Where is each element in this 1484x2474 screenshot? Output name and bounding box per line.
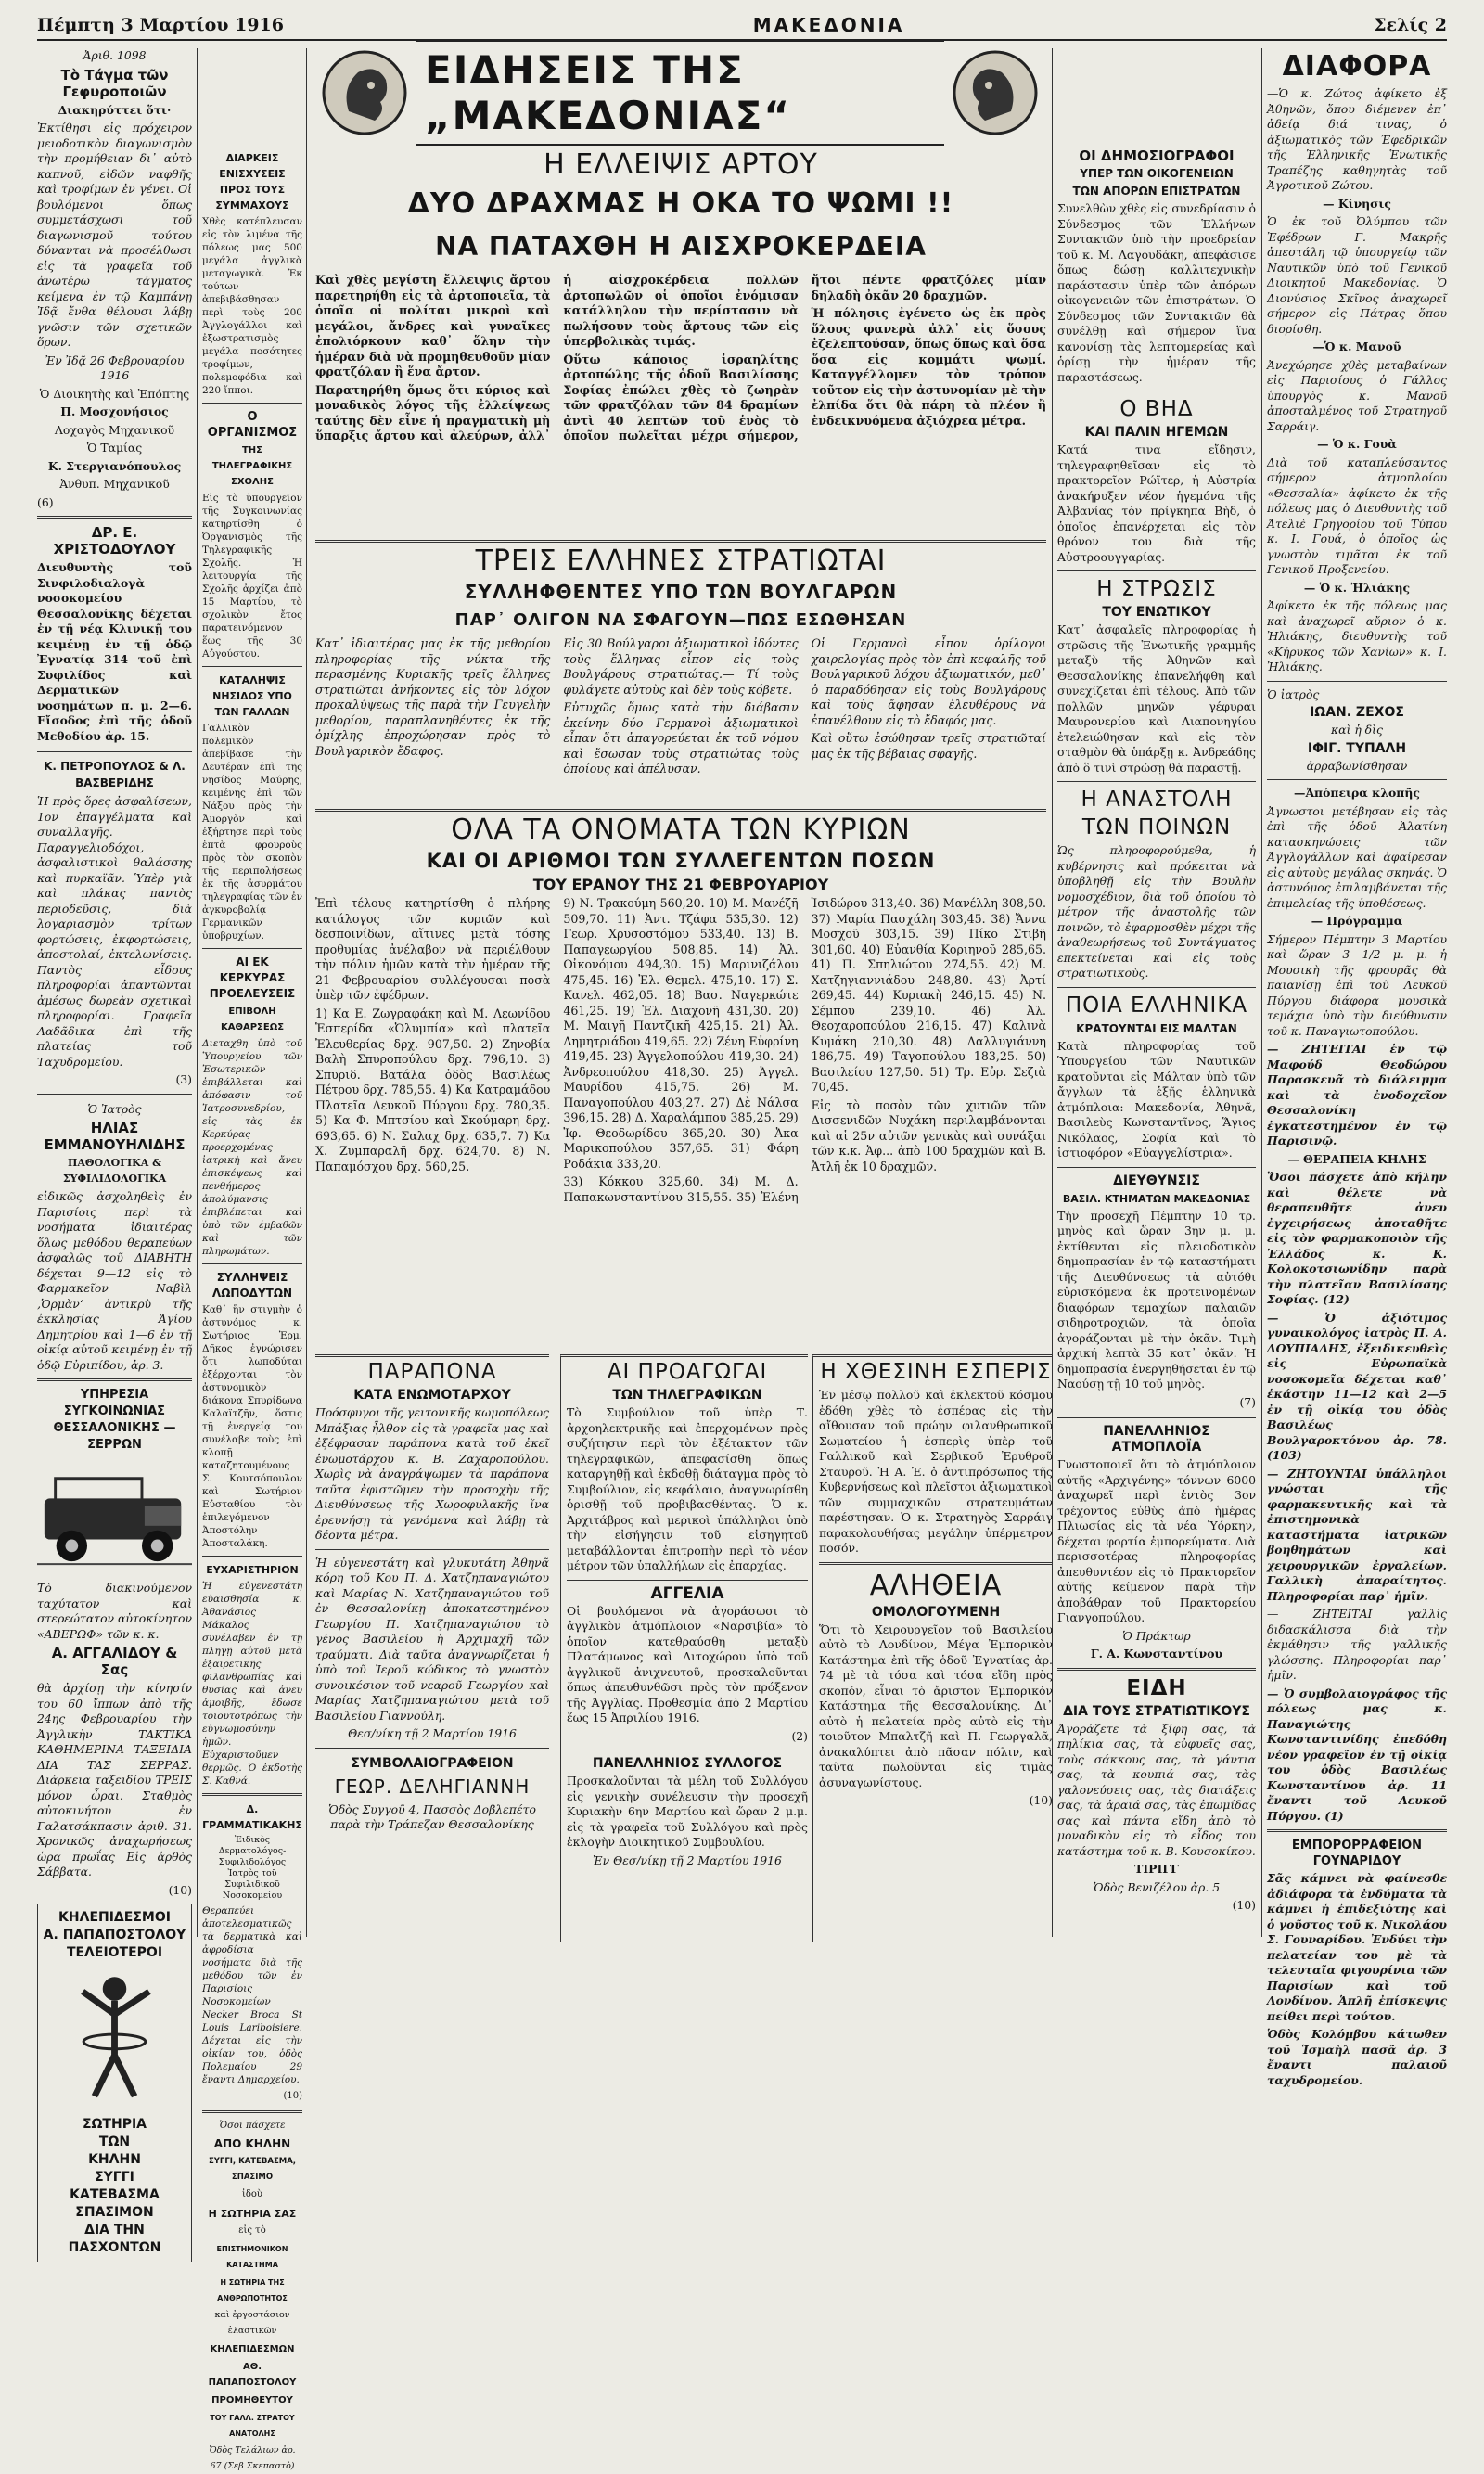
journalists-title: ΟΙ ΔΗΜΟΣΙΟΓΡΑΦΟΙ [1079, 147, 1235, 164]
evening-article [812, 1354, 1053, 1942]
truss2-line: καὶ ἐργοστάσιον ἐλαστικῶν [214, 2310, 290, 2336]
tailor-body: Σᾶς κάμνει νὰ φαίνεσθε ἀδιάφορα τὰ ἐνδύματα τὰ κάμνει ἡ ἐπιδεξιότης καὶ ὁ γοῦστος τοῦ κ. Νικολάου Σ. Γουναρίδου. Ἐνδύει τὴν πελατείαν του μὲ τὰ τελευταῖα φιγουρίνια τῶν Παρισίων καὶ τοῦ Λονδίνου. Ἁπλῆ ἐπίσκεψις πείθει περὶ τούτου. [1267, 1871, 1447, 2023]
divider [1057, 570, 1256, 571]
directorate-number: (7) [1239, 1394, 1256, 1409]
ships-body: Κατὰ πληροφορίας τοῦ Ὑπουργείου τῶν Ναυτικῶν κρατοῦνται εἰς Μάλταν ὑπὸ τῶν ἄγγλων τὰ ἑξῆς ἑλληνικὰ ἀτμόπλοια: Μακεδονία, Ἀθηνᾶ, Βασιλεὺς Κωνσταντῖνος, Ἅγιος Νικόλαος, Σοφία καὶ τὸ ἱστιοφόρον «Εὐαγγελίστρια». [1057, 1038, 1256, 1160]
soldiers-subtitle-2: ΠΑΡ᾽ ΟΛΙΓΟΝ ΝΑ ΣΦΑΓΟΥΝ—ΠΩΣ ΕΣΩΘΗΣΑΝ [454, 610, 907, 630]
shipping-body: Γνωστοποιεῖ ὅτι τὸ ἀτμόπλοιον αὐτῆς «Ἀρχιγένης» τόννων 6000 ἀναχωρεῖ περὶ ἐντὸς 3ον τρέχοντος εὐθὺς ἀπὸ ἡμέρας Πλιωσίας εἰς τὰ νέα Ὑόρκην, δέχεται φορτία ἐμπορεύματα. Διὰ περισσοτέρας πληροφορίας ἀπευθυντέον εἰς τὸ Πρακτορεῖον αὐτῆς κείμενον παρὰ τὴν ἀποβάθραν τοῦ Πρακτορείου Γιανγοπούλου. [1057, 1457, 1256, 1624]
ships-title: ΠΟΙΑ ΕΛΛΗΝΙΚΑ [1065, 993, 1248, 1018]
ad-subtitle: Διακηρύττει ὅτι· [58, 102, 172, 117]
military-goods-name: ΤΙΡΙΓΓ [1134, 1862, 1179, 1876]
personal-date: Θεσ/νίκη τῇ 2 Μαρτίου 1916 [348, 1726, 517, 1740]
complaints-title: ΠΑΡΑΠΟΝΑ [367, 1360, 497, 1384]
organism-subtitle: ΤΗΣ ΤΗΛΕΓΡΑΦΙΚΗΣ ΣΧΟΛΗΣ [211, 445, 293, 487]
directorate-body: Τὴν προσεχῆ Πέμπτην 10 τρ. μηνὸς καὶ ὥραν 3ην μ. μ. ἐκτίθενται εἰς πλειοδοτικὸν δημοπρασίαν ἐν τῷ καταστήματι τῆς Διευθύνσεως τὰ αὐτόθι εὑρισκόμενα ἐκ προτεινομένων διαφόρων τεμαχίων παλαιῶν σιδηροτροχιῶν, τὰ ὁποῖα ἀγοράζονται μὲ τὴν ὀκᾶν. Τιμὴ ἀρχική λεπτὰ 35 κατ᾽ ὀκᾶν. Ἡ δημοπρασία ἐνεργηθήσεται ἐν τῷ Ναούσῃ τῇ 10 τοῦ μηνὸς. [1057, 1208, 1256, 1391]
engagement-name: ΙΩΑΝ. ΖΕΧΟΣ [1310, 705, 1404, 720]
truss2-line: ΑΠΟ ΚΗΛΗΝ [213, 2137, 291, 2150]
bread-article [315, 147, 1046, 536]
ad-signature-name: Π. Μοσχονήσιος [60, 404, 169, 418]
divider [202, 2110, 302, 2113]
journalists-subtitle-2: ΤΩΝ ΑΠΟΡΩΝ ΕΠΙΣΤΡΑΤΩΝ [1072, 185, 1241, 198]
insurance-ad-number: (3) [175, 1072, 192, 1086]
ad-date: Ἐν Ἰδᾷ 26 Φεβρουαρίου 1916 [45, 353, 185, 382]
shipping-name: Γ. Α. Κωνσταντίνου [1090, 1647, 1223, 1660]
misc-item-2: Σήμερον Πέμπτην 3 Μαρτίου καὶ ὥραν 3 1/2 μ. μ. ἡ Μουσικὴ τῆς φρουρᾶς θὰ παιανίσῃ ἐπὶ τοῦ Λευκοῦ Πύργου διάφορα μουσικὰ τεμάχια ὑπὸ τὴν διεύθυνσιν τοῦ κ. Παναγιωτοπούλου. [1267, 931, 1447, 1038]
truth-title: ΑΛΗΘΕΙΑ [869, 1569, 1003, 1602]
engagement-tail: ἀρραβωνίσθησαν [1306, 758, 1408, 773]
truss2-line: Η ΣΩΤΗΡΙΑ ΣΑΣ [208, 2207, 297, 2220]
divider [37, 1094, 192, 1096]
doctor2-name: ΗΛΙΑΣ ΕΜΜΑΝΟΥΗΛΙΔΗΣ [44, 1120, 186, 1153]
dermatologist-name: Δ. ΓΡΑΜΜΑΤΙΚΑΚΗΣ [202, 1803, 302, 1831]
doctor2-body: εἰδικῶς ἀσχοληθεὶς ἐν Παρισίοις περὶ τὰ νοσήματα ἰδιαιτέρας ὅλως μεθόδου θεραπεύων ἀσφαλῶς τοῦ ΔΙΑΒΗΤΗ δέχεται 9—12 εἰς τὸ Φαρμακεῖον Ναβὶλ ‚Ὁρμὰν‘ ἀντικρὺ τῆς ἐκκλησίας Ἁγίου Δημητρίου καὶ 1—6 ἐν τῇ οἰκίᾳ αὐτοῦ κειμένῃ ἐν τῇ ὁδῷ Εὐριπίδου, ἀρ. 3. [37, 1189, 192, 1372]
section-banner-title: ΕΙΔΗΣΕΙΣ ΤΗΣ „ΜΑΚΕΔΟΝΙΑΣ“ [416, 40, 944, 146]
tailor-address: Ὁδὸς Κολόμβου κάτωθεν τοῦ Ἱσμαὴλ πασᾶ ἀρ. 3 ἔναντι παλαιοῦ ταχυδρομείου. [1267, 2027, 1447, 2087]
truss2-line: ἰδοὺ [241, 2189, 263, 2199]
doctor-ad-title: ΔΡ. Ε. ΧΡΙΣΤΟΔΟΥΛΟΥ [53, 524, 176, 558]
ad-ref-number: (6) [37, 494, 54, 509]
misc-item-2: — ΖΗΤΟΥΝΤΑΙ ὑπάλληλοι γνώσται τῆς φαρμακευτικῆς καὶ τὰ ἐπιστημονικὰ καταστήματα ἰατρικῶν βοηθημάτων καὶ χειρουργικῶν ἐργαλείων. Γαλλικὴ ἀπαραίτητος. Πληροφορίαι παρ᾽ ἡμῖν. [1267, 1466, 1447, 1603]
divider [202, 403, 302, 404]
donations-subtitle-1: ΚΑΙ ΟΙ ΑΡΙΘΜΟΙ ΤΩΝ ΣΥΛΛΕΓΕΝΤΩΝ ΠΟΣΩΝ [426, 850, 936, 872]
complaints-article [315, 1354, 549, 1942]
misc-item: — Ὁ κ. Ἠλιάκης [1303, 580, 1411, 595]
thanks-body: Ἡ εὐγενεστάτη εὐαισθησία κ. Ἀθανάσιος Μάκαλος συνέλαβεν ἐν τῇ πληγῇ αὐτοῦ μετὰ ἐξαιρετικῆς φιλανθρωπίας καὶ θυσίας καὶ ἀνευ ἀμοιβῆς, ἔδωσε τοιουτοτρόπως τὴν εὐγνωμοσύνην ἡμῶν. Εὐχαριστοῦμεν θερμῶς. Ὁ ἐκδοτὴς Σ. Καθνά. [202, 1581, 302, 1787]
truss-ad-line: ΚΑΤΕΒΑΣΜΑ [70, 2187, 160, 2202]
truss2-line: Η ΣΩΤΗΡΙΑ ΤΗΣ ΑΝΘΡΩΠΟΤΗΤΟΣ [217, 2278, 288, 2302]
divider [37, 516, 192, 519]
divider [567, 1580, 808, 1581]
column-6 [1057, 147, 1256, 1942]
misc-item-2: — Πρόγραμμα [1311, 914, 1403, 928]
column-7 [1267, 48, 1447, 2087]
notary-name: ΓΕΩΡ. ΔΕΛΗΓΙΑΝΝΗ [334, 1775, 531, 1798]
column-rule [1261, 48, 1262, 1937]
misc-item: Ὁ ἐκ τοῦ Ὀλύμπου τῶν Ἐφέδρων Γ. Μακρῆς ἀπεστάλη τῷ ὑπουργείῳ τῶν Ναυτικῶν ὑπὸ τοῦ Γενικοῦ Διοικητοῦ Μακεδονίας. Ὁ Διονύσιος Σκῖνος ἀναχωρεῖ σήμερον εἰς Πάτρας ὅπου διορίσθη. [1267, 214, 1447, 336]
personal-body: Ἡ εὐγενεστάτη καὶ γλυκυτάτη Ἀθηνᾶ κόρη τοῦ Κου Π. Δ. Χατζηπαναγιώτου καὶ Μαρίας Ν. Χατζηπαναγιώτου τοῦ ἐν Θεσσαλονίκῃ ἀποκατεστημένου Γεωργίου Π. Χατζηπαναγιώτου τὸ γένος Βασιλείου ἡ Ἀρχιμαχῆ τῶν τραύματι. Διὰ ταῦτα ἀναγνωρίζεται ἡ ὑπὸ τοῦ Ἱεροῦ κώδικος τὸ γνωστὸν συνοικέσιον τοῦ νεαροῦ Γεωργίου καὶ Μαρίας Χατζηπαναγιώτου μετὰ τοῦ Βασιλείου Γιαννούλη. [315, 1555, 549, 1723]
divider [37, 1378, 192, 1381]
divider [202, 1556, 302, 1557]
bread-paragraph: Παρατηρήθη ὅμως ὅτι κύριος καὶ μοναδικὸς λόγος τῆς ἐλλείψεως ταύτης δὲν εἶνε ἡ πραγματικὴ μὴ ὕπαρξις ἄρτου καὶ ἀλεύρων, ἀλλ᾽ ἡ αἰσχροκέρδεια πολλῶν ἀρτοπωλῶν οἱ ὁποῖοι ἐνόμισαν κατάλληλον τὴν περίστασιν νὰ πωλήσουν τοὺς ἄρτους τῶν εἰς ὑπερβολικὰς τιμάς. [315, 273, 799, 442]
divider [202, 1263, 302, 1264]
wied-subtitle: ΚΑΙ ΠΑΛΙΝ ΗΓΕΜΩΝ [1084, 425, 1229, 440]
reinforcements-title: ΔΙΑΡΚΕΙΣ ΕΝΙΣΧΥΣΕΙΣ ΠΡΟΣ ΤΟΥΣ ΣΥΜΜΑΧΟΥΣ [215, 152, 289, 212]
soldiers-paragraph: Εἰς 30 Βούλγαροι ἀξιωματικοὶ ἰδόντες τοὺς ἕλληνας εἶπον εἰς τοὺς Βουλγάρους στρατιώτας.— Τί τοὺς φυλάγετε αὐτοὺς καὶ δὲν τοὺς κόβετε. [563, 636, 799, 697]
organism-title: Ο ΟΡΓΑΝΙΣΜΟΣ [207, 410, 298, 440]
divider [819, 1562, 1053, 1565]
truth-subtitle: ΟΜΟΛΟΓΟΥΜΕΝΗ [871, 1604, 1001, 1620]
bus-caption: Τὸ διακινούμενον ταχύτατον καὶ στερεώτατον αὐτοκίνητον «ΑΒΕΡΩΦ» τῶν κ. κ. [37, 1581, 193, 1641]
truth-number: (10) [1029, 1793, 1053, 1807]
bread-title: Η ΕΛΛΕΙΨΙΣ ΑΡΤΟΥ [544, 148, 818, 181]
promotions-article [560, 1354, 808, 1942]
donations-subtitle-2: ΤΟΥ ΕΡΑΝΟΥ ΤΗΣ 21 ΦΕΒΡΟΥΑΡΙΟΥ [532, 876, 829, 893]
truss2-line: Ὁσοι πάσχετε [219, 2120, 286, 2131]
donations-paragraph: Εἰς τὸ ποσὸν τῶν χυτιῶν τῶν Δισσενιδῶν Νυχάκη περιλαμβάνονται καὶ αἱ 25ν αὐτῶν γενικὰς καὶ συνάξαι τῶν κ.κ. Ἀφ... ἀπὸ 100 δραχμῶν καὶ Β. Ἀτλῆ ἐκ 10 δραχμῶν. [811, 1097, 1046, 1173]
misc-item: Διὰ τοῦ καταπλεύσαντος σήμερον ἀτμοπλοίου «Θεσσαλία» ἀφίκετο ἐκ τῆς πόλεως μας ὁ Διευθυντὴς τοῦ Ἀτελιὲ Γρηγορίου τοῦ Τύπου κ. Ι. Γουά, ὁ ὁποῖος ὡς γνωστὸν τιμᾶται ἐκ τοῦ Γενικοῦ Προξενείου. [1267, 455, 1447, 576]
rail-title: Η ΣΤΡΩΣΙΣ [1096, 577, 1217, 601]
bus-number: (10) [168, 1882, 192, 1897]
donations-paragraph: 33) Κόκκου 325,60. 34) Μ. Δ. Παπακωνσταντίνου 315,55. 35) Ἑλένη Ἰσιδώρου 313,40. 36) Μανέλλη 308,50. 37) Μαρία Πασχάλη 303,45. 38) Ἄννα Μοσχοῦ 303,15. 39) Πίκο Στιβῆ 301,60. 40) Εὐανθία Κοριηνοῦ 285,65. 41) Π. Σπηλιώτου 274,55. 42) Μ. Χατζηγιαννιάδου 248,80. 43) Ἀρτί 269,45. 44) Κυριακὴ 246,15. 45) Ν. Σέμπου 239,10. 46) Ἀλ. Θεοχαροπούλου 216,15. 47) Καλινὰ Κυμάκη 210,30. 48) Λαλλυγιάννη 186,75. 49) Ταγοπούλου 183,25. 50) Βασιλείου 127,50. 51) Τρ. Εὐρ. Σεζιὰ 70,45. [563, 896, 1046, 1204]
misc-item: —Ὁ κ. Ζώτος ἀφίκετο ἐξ Ἀθηνῶν, ὅπου διέμενεν ἐπ᾽ ἀδείᾳ διά τινας, ὁ ἀξιωματικὸς τῶν Ἐφεδρικῶν τῆς Ἑλληνικῆς Ἑνωτικῆς Τραπέζης καθηγητὰς τοῦ Ἀγροτικοῦ Ζώτου. [1267, 86, 1447, 192]
divider [37, 750, 192, 752]
ships-subtitle: ΚΡΑΤΟΥΝΤΑΙ ΕΙΣ ΜΑΛΤΑΝ [1076, 1021, 1237, 1035]
soldiers-paragraph: Εὐτυχῶς ὅμως κατὰ τὴν διάβασιν ἐκείνην δύο Γερμανοὶ ἀξιωματικοὶ εἶπαν ὅτι ἀπαγορεύεται ἐκ τοῦ νόμου καὶ ἔσωσαν τοὺς στρατιώτας τοὺς ὁποίους καὶ ἀπέλυσαν. [563, 700, 799, 776]
divider [1267, 1829, 1447, 1832]
misc-item: — Ὁ κ. Γουὰ [1317, 437, 1397, 451]
truss-ad-line: ΚΗΛΗΝ [88, 2152, 141, 2167]
suspension-subtitle: ΤΩΝ ΠΟΙΝΩΝ [1081, 815, 1232, 840]
ad-signature-role: Ὁ Ταμίας [86, 441, 143, 455]
complaints-subtitle: ΚΑΤΑ ΕΝΩΜΟΤΑΡΧΟΥ [353, 1388, 511, 1403]
pickpockets-body: Καθ᾽ ἣν στιγμὴν ὁ ἀστυνόμος κ. Σωτήριος Ἑρμ. Δῆκος ἐγνώρισεν ὅτι λωποδύται ἐξέρχονται τὸν ἀστυνομικὸν διάκονα Σπυρίδωνα Καλαϊτζῆν, ὅστις τῇ ἐνεργείᾳ του συνέλαβε τοὺς ἐπὶ κλοπῇ καταζητουμένους Σ. Κουτσόπουλον καὶ Σωτήριον Εὐσταθίου τὸν ἐπιλεγόμενον Ἀποστόλην Ἀποσταλάκη. [202, 1304, 302, 1549]
bread-paragraph: Οὕτω κάποιος ἰσραηλίτης ἀρτοπώλης τῆς ὁδοῦ Βασιλίσσης Σοφίας ἐπώλει χθὲς τὸ ζωηρὰν τῶν φρατζόλαν τῶν 84 δραμίων ἀντὶ 40 λεπτῶν τοῦ ἑνὸς τὸ ὁποῖον πωλεῖται μέχρι σήμερον, ἤτοι πέντε φρατζόλες μίαν δηλαδὴ ὀκᾶν 20 δραχμῶν. [563, 273, 1046, 442]
soldiers-subtitle-1: ΣΥΛΛΗΦΘΕΝΤΕΣ ΥΠΟ ΤΩΝ ΒΟΥΛΓΑΡΩΝ [464, 581, 898, 603]
pickpockets-title: ΣΥΛΛΗΨΕΙΣ ΛΩΠΟΔΥΤΩΝ [211, 1271, 293, 1300]
notary-address: Ὁδὸς Συγγοῦ 4, Πασσὸς Δοβλεπέτο παρὰ τὴν Τράπεζαν Θεσσαλονίκης [328, 1801, 536, 1831]
soldiers-title: ΤΡΕΙΣ ΕΛΛΗΝΕΣ ΣΤΡΑΤΙΩΤΑΙ [475, 545, 887, 577]
truss2-line: ΤΟΥ ΓΑΛΛ. ΣΤΡΑΤΟΥ ΑΝΑΤΟΛΗΣ [210, 2414, 295, 2438]
divider [202, 948, 302, 949]
association-body: Προσκαλοῦνται τὰ μέλη τοῦ Συλλόγου εἰς γενικὴν συνέλευσιν τὴν προσεχῆ Κυριακὴν 6ην Μαρτίου καὶ ὥραν 2 μ.μ. εἰς τὰ γραφεῖα τοῦ Συλλόγου καὶ πρὸς ἐκλογὴν Διοικητικοῦ Συμβουλίου. [567, 1774, 808, 1849]
military-goods-address: Ὁδὸς Βενιζέλου ἀρ. 5 [1093, 1879, 1221, 1894]
doctor-ad-body: Διευθυντὴς τοῦ Σινφιλοδιαλογὰ νοσοκομείου Θεσσαλονίκης δέχεται ἐν τῇ νέᾳ Κλινικῇ του κειμένῃ ἐν τῇ ὁδῷ Ἐγνατίᾳ 314 τοῦ ἐπὶ Συφιλίδος καὶ Δερματικῶν νοσημάτων π. μ. 2—6. Εἴσοδος ἐπὶ τῆς ὁδοῦ Μεθοδίου ἀρ. 15. [37, 560, 192, 743]
masthead-paper-name: ΜΑΚΕΔΟΝΙΑ [752, 14, 905, 36]
journalists-subtitle-1: ΥΠΕΡ ΤΩΝ ΟΙΚΟΓΕΝΕΙΩΝ [1080, 167, 1234, 180]
divider [1057, 987, 1256, 988]
suspension-body: Ὡς πληροφορούμεθα, ἡ κυβέρνησις καὶ πρόκειται νὰ ὑποβληθῇ εἰς τὴν Βουλὴν νομοσχέδιον, διὰ τοῦ ὁποίου τὸ μέτρον τῆς ἀναστολῆς τῶν ποινῶν, τὸ ἐφαρμοσθὲν μέχρι τῆς ἀναθεωρήσεως τοῦ Συντάγματος επεκτείνεται καὶ εἰς τοὺς στρατιωτικοὺς. [1057, 843, 1256, 980]
islet-body: Γαλλικὸν πολεμικὸν ἀπεβίβασε τὴν Δευτέραν ἐπὶ τῆς νησίδος Μαύρης, κειμένης ἐπὶ τῶν Νάξου πρὸς τὴν Ἀμοργὸν καὶ ἐξήρτησε περὶ τοὺς ἑπτὰ φρουροὺς πρὸς τὸν σκοπὸν τῆς περιπολήσεως ἐκ τῆς ἀσυρμάτου τηλεγραφίας τῶν ἐν ἀγκυροβολίᾳ Γερμανικῶν ὑποβρυχίων. [202, 723, 302, 942]
truth-body: Ὅτι τὸ Χειρουργεῖον τοῦ Βασιλείου αὐτὸ τὸ Λονδίνον, Μέγα Ἐμπορικὸν Κατάστημα ἐπὶ τῆς ὁδοῦ Ἐγνατίας ἀρ. 74 μὲ τὰ τόσα καὶ τόσα εἴδη πρὸς σκοπόν, εἶναι τὸ ἄριστον Ἐμπορικὸν Κατάστημα τῆς Θεσσαλονίκης. Δι᾽ αὐτὸ ἡ πελατεία πρὸς αὐτὸ εἰς τὴν τοιοῦτον Μπαλτζῆ καὶ Π. Γεωργαλᾶ, ἀνακαλύπτει ἀπὸ πᾶσαν πόλιν, καὶ ταῦτα πωλοῦνται εἰς τιμὰς ἀσυναγωνίστους. [819, 1622, 1053, 1789]
truss-ad-line: ΔΙΑ ΤΗΝ [84, 2223, 145, 2237]
divider [202, 1793, 302, 1796]
masthead-date: Πέμπτη 3 Μαρτίου 1916 [37, 15, 284, 35]
shipping-sign: Ὁ Πράκτωρ [1122, 1628, 1191, 1643]
suspension-title: Η ΑΝΑΣΤΟΛΗ [1081, 788, 1233, 812]
truss-ad-line: ΣΠΑΣΙΜΟΝ [75, 2205, 154, 2220]
misc-item: — Κίνησις [1323, 196, 1391, 211]
soldiers-body [315, 636, 1046, 777]
misc-item-2: Ὅσοι πάσχετε ἀπὸ κήλην καὶ θέλετε νὰ θεραπευθῆτε ἀνευ ἐγχειρήσεως ἀποταθῆτε εἰς τὸν φαρμακοποιὸν τῆς Ἐλλάδος κ. Κ. Κολοκοτσιωνίδην παρὰ τὴν πλατεῖαν Βασιλίσσης Σοφίας. (12) [1267, 1170, 1447, 1306]
divider [1267, 681, 1447, 682]
engagement-name-2: ΙΦΙΓ. ΤΥΠΑΛΗ [1307, 740, 1407, 756]
reinforcements-body: Χθὲς κατέπλευσαν εἰς τὸν λιμένα τῆς πόλεως μας 500 μεγάλα ἀγγλικὰ μεταγωγικὰ. Ἐκ τούτων ἀπεβιβάσθησαν περὶ τοὺς 200 Ἀγγλογάλλοι καὶ ἐξωστρατισμὸς μεγάλα ποσότητες τροφίμων, πολεμοφόδια καὶ 220 ἵπποι. [202, 216, 302, 396]
ad-signature-rank: Λοχαγὸς Μηχανικοῦ [54, 422, 175, 437]
engagement-pre: Ὁ ἰατρὸς [1267, 686, 1320, 701]
dermatologist-sub: Ἐιδικὸς Δερματολόγος-Συφιλιδολόγος Ἰατρὸς τοῦ Συφιλιδικοῦ Νοσοκομείου [218, 1835, 287, 1901]
divider [1057, 1167, 1256, 1168]
truss2-line: εἰς τὸ [238, 2224, 266, 2236]
dermatologist-body: Θεραπεύει ἀποτελεσματικῶς τὰ δερματικὰ καὶ ἀφροδίσια νοσήματα διὰ τῆς μεθόδου τῶν ἐν Παρισίοις Νοσοκομείων Necker Broca St Louis Lariboisiere. Δέχεται εἰς τὴν οἰκίαν του, ὁδὸς Πολεμαίου 29 ἔναντι Δημαρχείου. [202, 1905, 302, 2085]
truss2-line: ΚΗΛΕΠΙΔΕΣΜΩΝ [210, 2344, 295, 2354]
donations-paragraph: 9) Ν. Τρακούμη 560,20. 10) Μ. Μανέζῆ 509,70. 11) Ἀντ. Τζάφα 535,30. 12) Γεωρ. Χρυσοστόμου 533,40. 13) Β. Παπαγεωργίου 508,85. 14) Ἀλ. Οἰκονόμου 494,30. 15) Μαρινιζάλου 475,45. 16) Ἐλ. Θεμελ. 475,10. 17) Σ. Κανελ. 462,05. 18) Βασ. Ναγερκώτε 461,25. 19) Ἑλ. Διαχονῆ 431,30. 20) Μ. Μαιγῆ Παντζικῆ 425,15. 21) Ἀλ. Δημητριάδου 419,65. 22) Ζένη Εὐφρίνη 419,45. 23) Ἀγγελοπούλου 419,30. 24) Ἀνδρεοπούλου 418,30. 25) Ἀγγελ. Μαυρίδου 415,75. 26) Μ. Παναγοπούλου 403,27. 27) Δὲ Νάλσα 396,15. 28) Δ. Χαραλάμπου 385,25. 29) Ἰφ. Θεοδωρίδου 365,20. 30) Ἀκα Μαρικοπούλου 357,65. 31) Φάρη Ροδάκια 333,20. [563, 896, 799, 1171]
donations-article [315, 809, 1046, 1352]
rail-body: Κατ᾽ ἀσφαλεῖς πληροφορίας ἡ στρῶσις τῆς Ἑνωτικῆς γραμμῆς μεταξὺ τῆς Ἀθηνῶν καὶ Θεσσαλονίκης ἐπανελήφθη καὶ συνεχίζεται ἐπὶ τέλους. Ἀπὸ τῶν πολλῶν μηνῶν γέφυραι Μαυρονερίου καὶ Λιαπονηγίου ἐτελειώθησαν καὶ εἰς τὸν σταθμὸν θὰ ὑπάρξῃ κ. Ἀνδρεάδης ἀπὸ ὃ τινὶ στρώσῃ θὰ παραστῇ. [1057, 622, 1256, 775]
organism-body: Εἰς τὸ ὑπουργεῖον τῆς Συγκοινωνίας κατηρτίσθη ὁ Ὀργανισμὸς τῆς Τηλεγραφικῆς Σχολῆς. Ἡ λειτουργία τῆς Σχολῆς ἀρχίζει ἀπὸ 15 Μαρτίου, τὸ σχολικὸν ἔτος παρατεινόμενον ἕως τῆς 30 Αὐγούστου. [202, 493, 302, 660]
soldiers-article [315, 540, 1046, 807]
ad-body: Ἐκτίθησι εἰς πρόχειρον μειοδοτικὸν διαγωνισμὸν τὴν προμήθειαν δι᾽ αὐτὸ καπνοῦ, εἰδῶν ναφθῆς καὶ τροφίμων ἐν γένει. Οἱ βουλόμενοι ὅπως συμμετάσχωσι τοῦ διαγωνισμοῦ τούτου δύνανται νὰ προσέλθωσι εἰς τὰ γραφεῖα τοῦ ἀνωτέρω τάγματος κείμενα ἐν τῷ Καμπάνῃ Ἰδᾷ ἔνθα θέλουσι λάβῃ γνῶσιν τῶν σχετικῶν ὅρων. [37, 121, 192, 349]
rail-subtitle: ΤΟΥ ΕΝΩΤΙΚΟΥ [1102, 605, 1211, 620]
miscellaneous-title: ΔΙΑΦΟΡΑ [1267, 51, 1447, 83]
truss-ad-line: ΣΩΤΗΡΙΑ [82, 2117, 147, 2132]
truss-ad-line: ΤΩΝ [98, 2134, 131, 2149]
truss2-line: ΠΡΟΜΗΘΕΥΤΟΥ [211, 2395, 293, 2405]
truss-ad-line: ΠΑΣΧΟΝΤΩΝ [68, 2240, 161, 2255]
soldiers-paragraph: Οἱ Γερμανοὶ εἶπον ὁρίλογοι χαιρελογίας πρὸς τὸν ἐπὶ κεφαλῆς τοῦ Βουλγαρικοῦ λόχου ἀξιωματικόν, μεθ᾽ ὁ παραδόθησαν εἰς τοὺς Βουλγάρους καὶ τοὺς ἄφησαν ἐλευθέρους νὰ ἐπανέλθουν εἰς τὸ ἔδαφός μας. [811, 636, 1046, 727]
masthead [37, 11, 1447, 41]
soldiers-paragraph: Καὶ οὕτω ἐσώθησαν τρεῖς στρατιῶταί μας ἐκ τῆς βέβαιας σφαγῆς. [811, 731, 1046, 761]
donations-paragraph: 1) Κα Ε. Ζωγραφάκη καὶ Μ. Λεωνίδου Ἑσπερίδα «Ὀλυμπία» καὶ πλατεῖα Ἐλευθερίας δρχ. 907,50. 2) Ζηνοβία Βαλὴ Σπυροπούλου δρχ. 796,10. 3) Σπυριδ. Βατάλα ὁδὸς Βασιλέως Πέτρου δρχ. 785,55. 4) Κα Κατραμάδου Πλατεῖα Λευκοῦ Πύργου δρχ. 780,35. 5) Κα Φ. Μπτσίου καὶ Σκούμαρη δρχ. 693,65. 6) Ν. Σαλαχ δρχ. 635,7. 7) Κα Χ. Ζυμπαραλῆ δρχ. 624,70. 8) Ν. Παπαμόσχου δρχ. 560,25. [315, 1006, 551, 1173]
bread-paragraph: Καὶ χθὲς μεγίστη ἔλλειψις ἄρτου παρετηρήθη εἰς τὰ ἀρτοποιεῖα, τὰ ὁποῖα οἱ πολίται μικροὶ καὶ μεγάλοι, ἄνδρες καὶ γυναῖκες ἐπολιόρκουν καθ᾽ ὅλην τὴν ἡμέραν διὰ νὰ προμηθευθοῦν μίαν φρατζόλαν ἢ ἕνα ἄρτον. [315, 273, 551, 378]
insurance-ad-body: Ἡ πρὸς ὅρες ἀσφαλίσεων, 1ον ἐπαγγέλματα καὶ συναλλαγῆς. Παραγγελιοδόχοι, ἀσφαλιστικοὶ θαλάσσης καὶ πυρκαϊᾶν. Ὑπὲρ γιὰ καὶ πλάκας παντὸς περιοδεῦσις, διὰ λογαριασμὸν τρίτων φορτώσεις, ἐκφορτώσεις, ἀποστολαί, ἐκτελωνίσεις. Παντὸς εἶδους πληροφορίαι ἀπαντῶνται ἀμέσως δωρεὰν σχετικαὶ πληροφορίαι. Γραφεῖα Λαδᾶδικα ἐπὶ τῆς πλατείας τοῦ Ταχυδρομείου. [37, 794, 192, 1069]
misc-item: Ἀνεχώρησε χθὲς μεταβαίνων εἰς Παρισίους ὁ Γάλλος ὑπουργὸς κ. Μανοῦ ἀποσταλμένος τοῦ Στρατηγοῦ Σαρράιγ. [1267, 357, 1447, 433]
section-banner [313, 46, 1046, 139]
column-2-real [202, 148, 302, 2471]
automobile-illustration [37, 1456, 192, 1577]
military-goods-body: Ἀγοράζετε τὰ ξίφη σας, τὰ πηλίκια σας, τὰ εὐφυεῖς σας, τοὺς σάκκους σας, τὰ γάντια σας, τὰ κουπιά σας, τὰς γαλονεύσεις σας, τὰς διατάξεις σας, τὰ ἀραιά σας, τὰς ἐπωμίδας σας καὶ πάντα εἴδη ἀπὸ τὸ μοναδικὸν εἰς τὸ εἶδος του κατάστημα τοῦ κ. Β. Κουσοκίκου. [1057, 1721, 1256, 1858]
tailor-title: ΕΜΠΟΡΟΡΡΑΦΕΙΟΝ ΓΟΥΝΑΡΙΔΟΥ [1291, 1839, 1423, 1868]
truss2-line: ΕΠΙΣΤΗΜΟΝΙΚΟΝ ΚΑΤΑΣΤΗΜΑ [216, 2245, 288, 2269]
divider [315, 1748, 549, 1750]
doctor2-specialty: ΠΑΘΟΛΟΓΙΚΑ & ΣΥΦΙΛΙΔΟΛΟΓΙΚΑ [62, 1157, 167, 1185]
ad-number: Ἀριθ. 1098 [83, 48, 147, 62]
divider [315, 1549, 549, 1550]
misc-item-2: —Ἀπόπειρα κλοπῆς [1294, 786, 1420, 800]
announcement-number: (2) [791, 1728, 808, 1743]
divider [1057, 1668, 1256, 1671]
directorate-subtitle: ΒΑΣΙΛ. ΚΤΗΜΑΤΩΝ ΜΑΚΕΔΟΝΙΑΣ [1062, 1192, 1251, 1205]
association-title: ΠΑΝΕΛΛΗΝΙΟΣ ΣΥΛΛΟΓΟΣ [592, 1756, 783, 1771]
ad-title: Τὸ Τάγμα τῶν Γεφυροποιῶν [60, 66, 169, 100]
truss-ad-line: ΣΥΓΓΙ [95, 2170, 134, 2185]
military-goods-subtitle: ΔΙΑ ΤΟΥΣ ΣΤΡΑΤΙΩΤΙΚΟΥΣ [1063, 1703, 1250, 1719]
athlete-illustration [42, 1963, 187, 2111]
association-date: Ἐν Θεσ/νίκῃ τῇ 2 Μαρτίου 1916 [593, 1852, 782, 1867]
military-goods-number: (10) [1232, 1898, 1256, 1912]
promotions-subtitle: ΤΩΝ ΤΗΛΕΓΡΑΦΙΚΩΝ [612, 1388, 762, 1403]
divider [202, 666, 302, 667]
bus-firm: Α. ΑΓΓΑΛΙΔΟΥ & Σας [51, 1645, 178, 1678]
doctor2-heading: Ὁ Ἰατρὸς [87, 1101, 142, 1116]
misc-item: Ἀφίκετο ἐκ τῆς πόλεως μας καὶ ἀναχωρεῖ αὔριον ὁ κ. Ἠλιάκης, διευθυντὴς τοῦ «Κήρυκος τῶν Χανίων» κ. Ι. Ἠλιάκης. [1267, 598, 1447, 673]
dermatologist-number: (10) [283, 2091, 302, 2101]
donations-title: ΟΛΑ ΤΑ ΟΝΟΜΑΤΑ ΤΩΝ ΚΥΡΙΩΝ [451, 814, 911, 846]
complaints-body: Πρόσφυγοι τῆς γειτονικῆς κωμοπόλεως Μπάξιας ἦλθον εἰς τὰ γραφεῖα μας καὶ ἐξέφρασαν παράπονα κατὰ τοῦ ἐκεῖ ἐνωμοτάρχου κ. Β. Ζαχαροπούλου. Χωρὶς νὰ ἀναγράψωμεν τὰ παράπονα ταῦτα ἐφιστῶμεν τὴν προσοχὴν τῆς Διευθύνσεως τῆς Χωροφυλακῆς ἵνα ἐρευνήσῃ τὰ γενόμενα καὶ λάβῃ τὰ δέοντα μέτρα. [315, 1405, 549, 1542]
corfu-title: ΑΙ ΕΚ ΚΕΡΚΥΡΑΣ ΠΡΟΕΛΕΥΣΕΙΣ [209, 955, 296, 1000]
truss2-line: Ὁδὸς Τελάλιων ἀρ. 67 (Σεβ Σκεπαστὸ) [209, 2445, 296, 2471]
announcement-body: Οἱ βουλόμενοι νὰ ἀγοράσωσι τὸ ἀγγλικὸν ἀτμόπλοιον «Ναρσιβία» τὸ ὁποῖον κατεθραύσθη μεταξὺ Πλατάμωνος καὶ Λιτοχώρου ὑπὸ τοῦ ἀγγλικοῦ ἀνιχνευτοῦ, προσκαλοῦνται ὅπως ἀπευθυνθῶσι πρὸς τὸν πρόξενον τῆς Ἀγγλίας. Προθεσμία ἀπὸ 2 Μαρτίου ἕως 15 Ἀπριλίου 1916. [567, 1603, 808, 1724]
ad-signature-rank: Ἀνθυπ. Μηχανικοῦ [59, 477, 170, 491]
bus-body: θὰ ἀρχίσῃ τὴν κίνησίν του 60 ἴππων ἀπὸ τῆς 24ης Φεβρουαρίου τὴν Ἀγγλικὴν ΤΑΚΤΙΚΑ ΚΑΘΗΜΕΡΙΝΑ ΤΑΞΕΙΔΙΑ ΔΙΑ ΤΑΣ ΣΕΡΡΑΣ. Διάρκεια ταξειδίου ΤΡΕΙΣ μόνον ὧραι. Σταθμὸς αὐτοκινήτου ἐν Γαλατσάκπασιν ἀριθ. 31. Χρονικῶς ἀναχωρήσεως ὡρα πρωΐας Εἰς ἀρθὸς Σάββατα. [37, 1681, 192, 1878]
coin-head-right-icon [944, 46, 1046, 139]
ad-signature-role: Ὁ Διοικητὴς καὶ Ἐπόπτης [39, 386, 190, 401]
bread-paragraph: Ἡ πόλησις ἐγένετο ὡς ἐκ πρὸς ὅλους φανερὰ ἀλλ᾽ εἰς ὅσους ἐζελεπτούσαν, ὅπως ὅπως καὶ ὅσα ὅσα εἰς κομμάτι ψωμί. Καταγγέλλομεν τὸν τρόπον τοῦτον εἰς τὴν ἀστυνομίαν μὲ τὴν ἐλπίδα ὅτι θὰ πάρη τὰ πλέον ἢ ἐνδεικνυόμενα ἀξιόχρεα μέτρα. [811, 306, 1046, 428]
coin-head-left-icon [313, 46, 416, 139]
islet-title: ΚΑΤΑΛΗΨΙΣ ΝΗΣΙΔΟΣ ΥΠΟ ΤΩΝ ΓΑΛΛΩΝ [212, 674, 292, 718]
column-rule [197, 48, 198, 1937]
truss-ad-line: ΤΕΛΕΙΟΤΕΡΟΙ [66, 1945, 163, 1960]
promotions-body: Τὸ Συμβούλιον τοῦ ὑπὲρ Τ. ἀρχοηλεκτρικῆς καὶ ἐπερχομένων πρὸς συζήτησιν περὶ τὸν ἐξέτακτον τῶν τηλεγραφικῶν, ἀπεφασίσθη ὅπως καταργηθῇ καὶ ἐκδοθῇ διάταγμα πρὸς τὸ Συμβούλιον, εἰς κεφάλαιο, ἀναγνωρίσθη ὁρισθῇ τοῦ προβιβασθέντας. Ὁ κ. Ἀρχιτάβρος καὶ μερικοὶ ὑπάλληλοι ὑπὸ τὴν εἰσήγησιν τοῦ εἰσηγητοῦ μεταβάλλονται ἐπιτροπὴν περὶ τὸ νέον μέτρον τῶν ὑπαλλήλων εἰς ἐπαρχίας. [567, 1405, 808, 1572]
masthead-page-number: Σελίς 2 [1374, 15, 1447, 35]
bread-subtitle-2: ΝΑ ΠΑΤΑΧΘΗ Η ΑΙΣΧΡΟΚΕΡΔΕΙΑ [435, 231, 927, 262]
divider [1057, 781, 1256, 782]
misc-item-2: Ἀγνωστοι μετέβησαν εἰς τὰς ἐπὶ τῆς ὁδοῦ Ἁλατίνη κατασκηνώσεις τῶν Ἀγγλογάλλων καὶ ἀφαίρεσαν εἰς αὐτοὺς μεγάλας σκηνάς. Ὁ ἀστυνόμος ἐπιλαμβάνεται τῆς ἐπιμελείας τῆς ὑποθέσεως. [1267, 803, 1447, 910]
truss-ad-line: ΚΗΛΕΠΙΔΕΣΜΟΙ [58, 1910, 171, 1925]
wied-body: Κατά τινα εἴδησιν, τηλεγραφηθεῖσαν εἰς τὸ πρακτορεῖον Ρώϊτερ, ἡ Αὐστρία ἀνακήρυξεν νέον ἡγεμόνα τῆς Ἀλβανίας τὸν πρίγκηπα Βὴδ, ὁ ὁποῖος ἐπανέρχεται εἰς τὸν θρόνον του διὰ τῆς Αὐστροουγγαρίας. [1057, 442, 1256, 564]
column-1 [37, 48, 193, 2255]
evening-title: Η ΧΘΕΣΙΝΗ ΕΣΠΕΡΙΣ [820, 1360, 1052, 1384]
promotions-title: ΑΙ ΠΡΟΑΓΩΓΑΙ [607, 1360, 768, 1384]
military-goods-title: ΕΙΔΗ [1126, 1675, 1187, 1700]
insurance-ad-title: Κ. ΠΕΤΡΟΠΟΥΛΟΣ & Λ. ΒΑΣΒΕΡΙΔΗΣ [44, 760, 186, 789]
engagement-mid: καὶ ἡ δὶς [1331, 723, 1383, 737]
truss-ad-line: Α. ΠΑΠΑΠΟΣΤΟΛΟΥ [43, 1928, 186, 1942]
evening-body: Ἐν μέσῳ πολλοῦ καὶ ἐκλεκτοῦ κόσμου ἐδόθη χθὲς τὸ ἑσπέρας εἰς τὴν αἴθουσαν τοῦ πρώην φιλανθρωπικοῦ Σωματείου ἡ ἑσπερὶς ὑπὲρ τοῦ Γαλλικοῦ καὶ Σερβικοῦ Ἐρυθροῦ Σταυροῦ. Ἡ Α. Ἐ. ὁ ἀντιπρόσωπος τῆς Κυβερνήσεως καὶ πλεῖστοι ἀξιωματικοὶ τῶν συμμαχικῶν στρατευμάτων παρέστησαν. Ὁ κ. Στρατηγὸς Σαρράιγ παρακολουθήσας μεγάλην ὑπέρμετρον ποσόν. [819, 1388, 1053, 1555]
corfu-subtitle: ΕΠΙΒΟΛΗ ΚΑΘΑΡΣΕΩΣ [220, 1006, 285, 1032]
bread-subtitle-1: ΔΥΟ ΔΡΑΧΜΑΣ Η ΟΚΑ ΤΟ ΨΩΜΙ !! [407, 187, 954, 220]
donations-paragraph: Ἐπὶ τέλους κατηρτίσθη ὁ πλήρης κατάλογος τῶν κυριῶν καὶ δεσποινίδων, αἵτινες μετὰ τόσης προθυμίας ἀνέλαβον νὰ περιέλθουν τὴν πόλιν ἡμῶν κατὰ τὴν ἡμέραν τῆς 21 Φεβρουαρίου συλλέγουσαι ποσὰ ὑπὲρ τῶν ἐφέδρων. [315, 896, 551, 1002]
misc-item-2: — ΖΗΤΕΙΤΑΙ γαλλὶς διδασκάλισσα διὰ τὴν ἐκμάθησιν τῆς γαλλικῆς γλώσσης. Πληροφορίαι παρ᾽ ἡμῖν. [1267, 1607, 1447, 1682]
misc-item-2: — Ὁ ἀξιότιμος γυναικολόγος ἰατρὸς Π. Α. ΛΟΥΠΙΑΔΗΣ, ἐξειδικευθεὶς εἰς Εὐρωπαϊκὰ νοσοκομεῖα δέχεται καθ᾽ ἑκάστην 11—12 καὶ 2—5 ἐν τῇ οἰκίᾳ του ὁδὸς Βασιλέως Βουλγαροκτόνου ἀρ. 78. (103) [1267, 1310, 1447, 1462]
donations-body [315, 896, 1046, 1205]
bread-body [315, 273, 1046, 444]
corfu-body: Διεταχθη ὑπὸ τοῦ Ὑπουργείου τῶν Ἐσωτερικῶν ἐπιβάλλεται καὶ ἀπόφασιν τοῦ Ἰατροσυνεδρίου, εἰς τὰς ἐκ Κερκύρας προερχομένας ἰατρικὴ καὶ ἄνευ ἐπισκέψεως καὶ πενθήμερος ἀπολύμανσις ἐπιβλέπεται καὶ ὑπὸ τῶν ἐμβαθῶν καὶ τῶν πληρωμάτων. [202, 1038, 302, 1257]
divider [1057, 1416, 1256, 1418]
truss2-line: ΣΥΓΓΙ, ΚΑΤΕΒΑΣΜΑ, ΣΠΑΣΙΜΟ [208, 2157, 297, 2182]
journalists-body: Συνελθὼν χθὲς εἰς συνεδρίασιν ὁ Σύνδεσμος τῶν Ἑλλήνων Συντακτῶν ὑπὸ τὴν προεδρείαν τοῦ κ. Μ. Λαγουδάκη, ἀπεφάσισε ὅπως δώσῃ καλλιτεχνικὴν παράστασιν ὑπὲρ τῶν ἀπόρων οἰκογενειῶν τῶν ἐπιστράτων. Ὁ Σύνδεσμος τῶν Συντακτῶν θὰ συνέλθῃ καὶ σήμερον ἵνα κανονίσῃ τὰς λεπτομερείας καὶ ὁρίσῃ τὴν ἡμέραν τῆς παραστάσεως. [1057, 201, 1256, 384]
misc-item: —Ὁ κ. Μανοῦ [1312, 340, 1401, 353]
wied-title: Ο ΒΗΔ [1119, 397, 1194, 421]
ad-signature-name: Κ. Στεργιανόπουλος [47, 458, 182, 473]
bus-service-title: ΥΠΗΡΕΣΙΑ ΣΥΓΚΟΙΝΩΝΙΑΣ ΘΕΣΣΑΛΟΝΙΚΗΣ — ΣΕΡΡΩΝ [53, 1388, 176, 1452]
misc-item-2: — Ὁ συμβολαιογράφος τῆς πόλεως μας κ. Παναγιώτης Κωνσταντινίδης ἐπεδόθη νέον γραφεῖον ἐν τῇ οἰκίᾳ του ὁδὸς Βασιλέως Κωνσταντίνου ἀρ. 11 ἔναντι τοῦ Λευκοῦ Πύργου. (1) [1267, 1686, 1447, 1823]
misc-item-2: — ΖΗΤΕΙΤΑΙ ἐν τῷ Μαφούδ Θεοδώρου Παρασκευᾶ τὸ διάλειμμα καὶ τὰ ἐνοδοχεῖον Θεσσαλονίκη ἐγκατεστημένον ἐν τῷ Παρισινῷ. [1267, 1042, 1447, 1147]
announcement-title: ΑΓΓΕΛΙΑ [650, 1583, 724, 1603]
truss-ad-box [37, 1904, 192, 2262]
column-rule [306, 48, 307, 1937]
divider [1267, 779, 1447, 780]
notary-title: ΣΥΜΒΟΛΑΙΟΓΡΑΦΕΙΟΝ [351, 1755, 514, 1771]
directorate-title: ΔΙΕΥΘΥΝΣΙΣ [1113, 1173, 1200, 1188]
thanks-title: ΕΥΧΑΡΙΣΤΗΡΙΟΝ [206, 1564, 299, 1576]
misc-item-2: — ΘΕΡΑΠΕΙΑ ΚΗΛΗΣ [1287, 1151, 1426, 1166]
truss2-line: ΑΘ. ΠΑΠΑΠΟΣΤΟΛΟΥ [208, 2362, 297, 2388]
soldiers-paragraph: Κατ᾽ ἰδιαιτέρας μας ἐκ τῆς μεθορίου πληροφορίας τῆς νύκτα τῆς περασμένης Κυριακῆς τρεῖς ἕλληνες στρατιῶται ἀνήκοντες εἰς τὸν λόχον προκαλύψεως τῆς παρὰ τὴν Γευγελὴν μεθορίου, παραπλανηθέντες ἐκ τῆς ὀμίχλης ἐπροχώρησαν πρὸς τὸ Βουλγαρικὸν ἔδαφος. [315, 636, 551, 758]
shipping-title: ΠΑΝΕΛΛΗΝΙΟΣ ΑΤΜΟΠΛΟΪΑ [1103, 1424, 1210, 1455]
